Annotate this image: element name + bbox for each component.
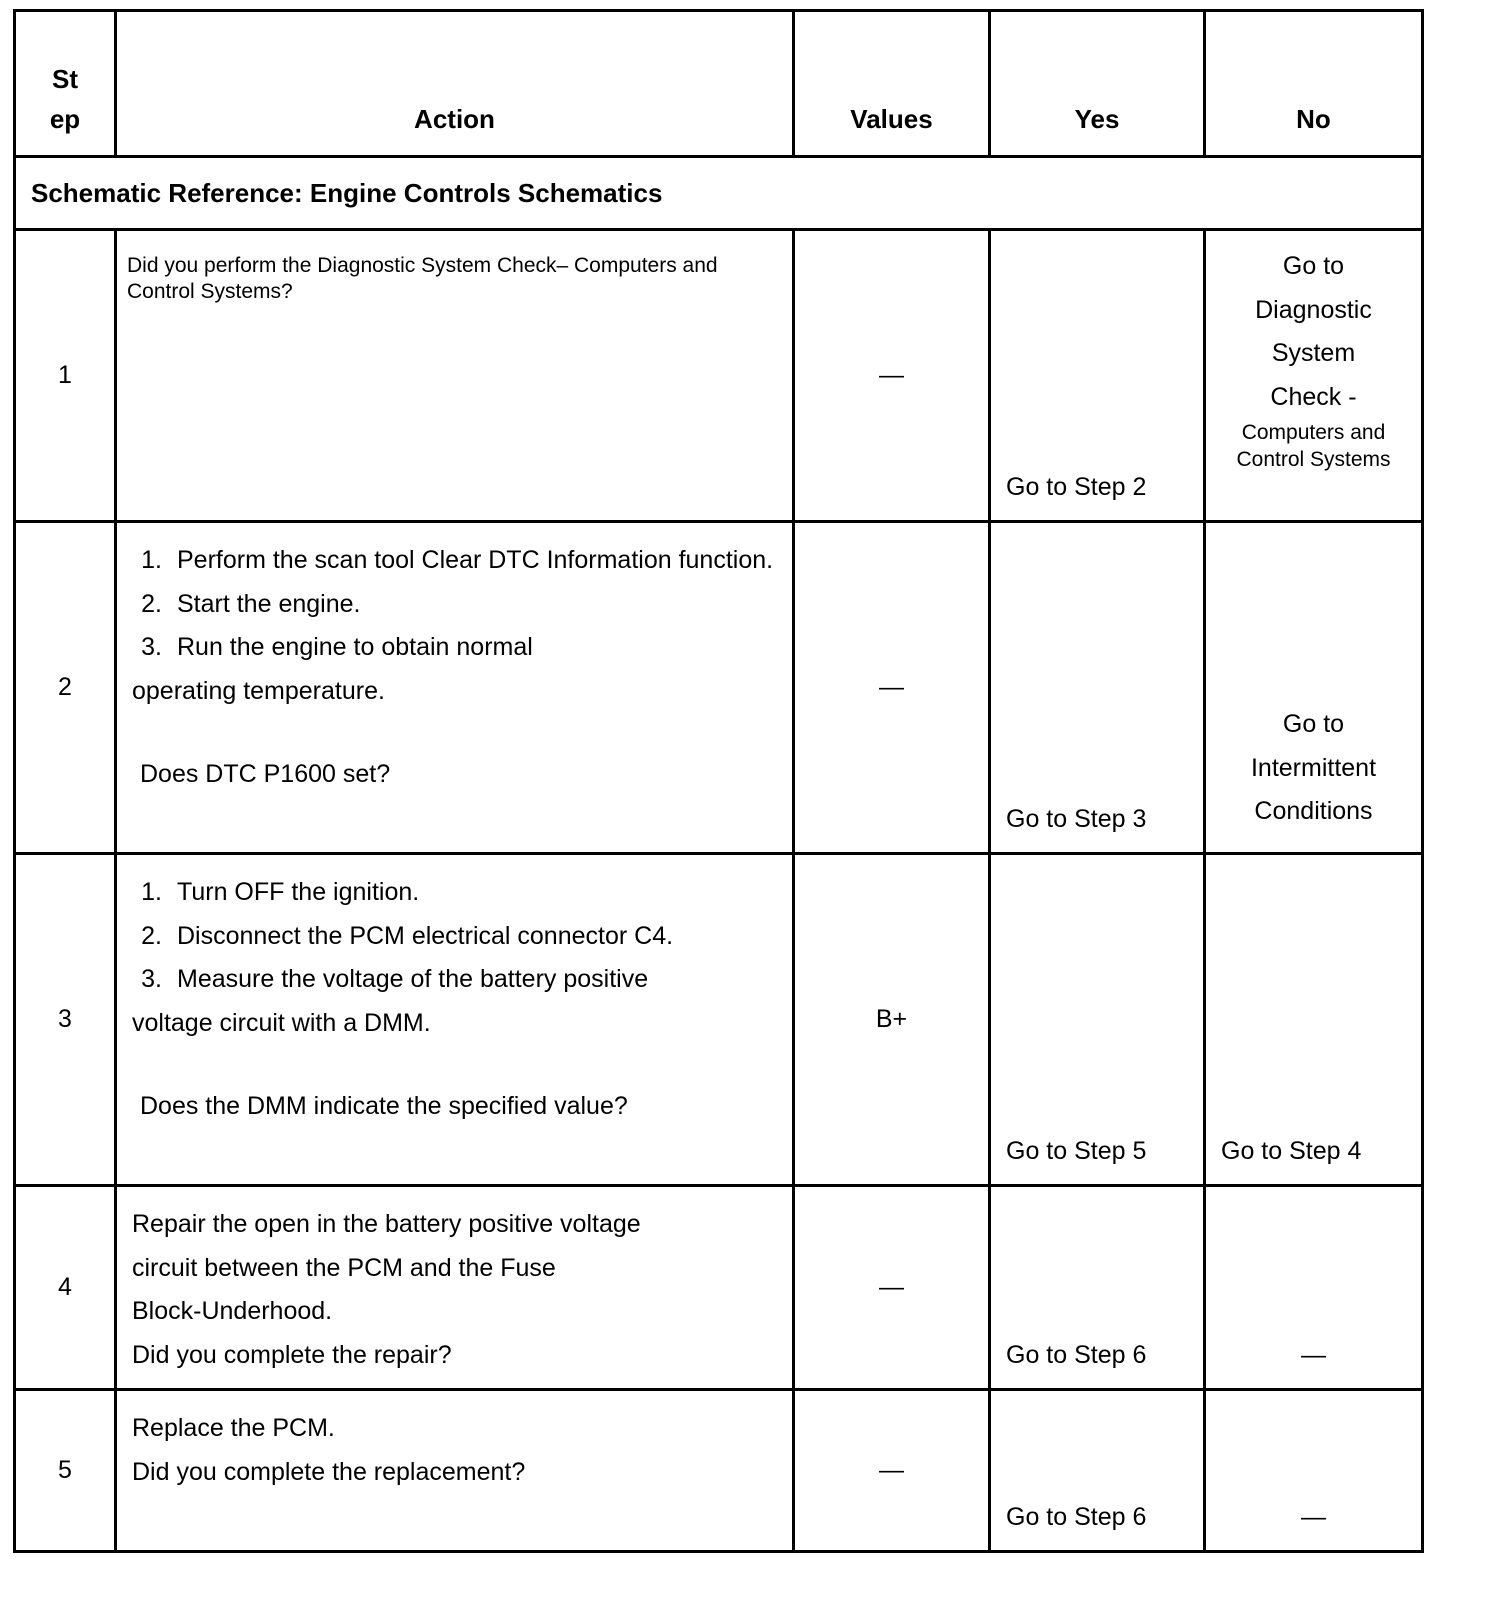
- no-cell: [1205, 1390, 1423, 1552]
- no-line: Go to: [1282, 252, 1345, 280]
- yes-cell: [990, 522, 1205, 854]
- action-item: 2. Disconnect the PCM electrical connector C4.: [141, 921, 674, 950]
- action-item: 1. Perform the scan tool Clear DTC Information function.: [141, 546, 774, 574]
- no-link[interactable]: [1206, 231, 1421, 473]
- action-line: Block-Underhood.: [132, 1297, 333, 1326]
- no-value: —: [1301, 1503, 1326, 1531]
- no-line: Go to: [1282, 710, 1345, 739]
- table-row: [15, 1186, 1423, 1390]
- action-cell: [116, 1390, 794, 1552]
- diagnostic-table: [13, 9, 1424, 1553]
- value-cell: —: [794, 1390, 990, 1552]
- header-no: No: [1205, 11, 1423, 157]
- table-row: [15, 854, 1423, 1186]
- schematic-reference-row: [15, 157, 1423, 230]
- step-number: 4: [15, 1186, 116, 1390]
- action-question: Does DTC P1600 set?: [140, 760, 391, 789]
- table-row: [15, 522, 1423, 854]
- no-line: Intermittent: [1250, 753, 1377, 782]
- step-number: 2: [15, 522, 116, 854]
- action-item: 3. Measure the voltage of the battery positive voltage circuit with a DMM.: [132, 965, 649, 1037]
- no-line-small: Computers and Control Systems: [1236, 421, 1391, 472]
- step-number: 3: [15, 854, 116, 1186]
- action-cell: [116, 230, 794, 522]
- no-link[interactable]: Go to Step 4: [1221, 1137, 1362, 1165]
- action-item: 3. Run the engine to obtain normal operating temperature.: [132, 633, 533, 705]
- yes-link[interactable]: Go to Step 6: [1006, 1341, 1147, 1369]
- yes-link[interactable]: Go to Step 2: [1006, 473, 1147, 501]
- value-cell: —: [794, 1186, 990, 1390]
- no-line: Check -: [1270, 382, 1357, 411]
- value-cell: —: [794, 230, 990, 522]
- yes-cell: [990, 230, 1205, 522]
- header-yes: Yes: [990, 11, 1205, 157]
- action-question: Did you complete the repair?: [132, 1340, 452, 1369]
- action-cell: [116, 854, 794, 1186]
- table-row: [15, 1390, 1423, 1552]
- action-question: Does the DMM indicate the specified value?: [140, 1092, 628, 1121]
- action-cell: [116, 522, 794, 854]
- header-values: Values: [794, 11, 990, 157]
- action-question: Did you complete the replacement?: [132, 1457, 526, 1486]
- value-cell: —: [794, 522, 990, 854]
- schematic-reference: Schematic Reference: Engine Controls Schematics: [15, 157, 1423, 230]
- action-line: circuit between the PCM and the Fuse: [132, 1253, 556, 1282]
- table-row: [15, 230, 1423, 522]
- yes-cell: [990, 854, 1205, 1186]
- yes-link[interactable]: Go to Step 3: [1006, 805, 1147, 833]
- no-cell: [1205, 522, 1423, 854]
- yes-cell: [990, 1186, 1205, 1390]
- no-value: —: [1301, 1341, 1326, 1369]
- action-line: Replace the PCM.: [132, 1414, 335, 1442]
- value-cell: B+: [794, 854, 990, 1186]
- yes-link[interactable]: Go to Step 6: [1006, 1503, 1147, 1531]
- step-number: 1: [15, 230, 116, 522]
- no-link[interactable]: [1206, 703, 1421, 834]
- yes-link[interactable]: Go to Step 5: [1006, 1137, 1147, 1165]
- no-line: Diagnostic: [1255, 295, 1372, 324]
- action-item: 2. Start the engine.: [141, 589, 361, 618]
- no-line: Conditions: [1254, 797, 1373, 826]
- no-line: System: [1271, 339, 1356, 368]
- header-row: [15, 11, 1423, 157]
- action-item: 1. Turn OFF the ignition.: [141, 878, 420, 906]
- action-cell: [116, 1186, 794, 1390]
- header-action: Action: [116, 11, 794, 157]
- no-cell: [1205, 1186, 1423, 1390]
- header-step: St ep: [15, 11, 116, 157]
- action-line: Repair the open in the battery positive voltage: [132, 1210, 641, 1238]
- action-text: Did you perform the Diagnostic System Check– Computers and Control Systems?: [127, 254, 718, 303]
- no-cell: [1205, 854, 1423, 1186]
- yes-cell: [990, 1390, 1205, 1552]
- step-number: 5: [15, 1390, 116, 1552]
- no-cell: [1205, 230, 1423, 522]
